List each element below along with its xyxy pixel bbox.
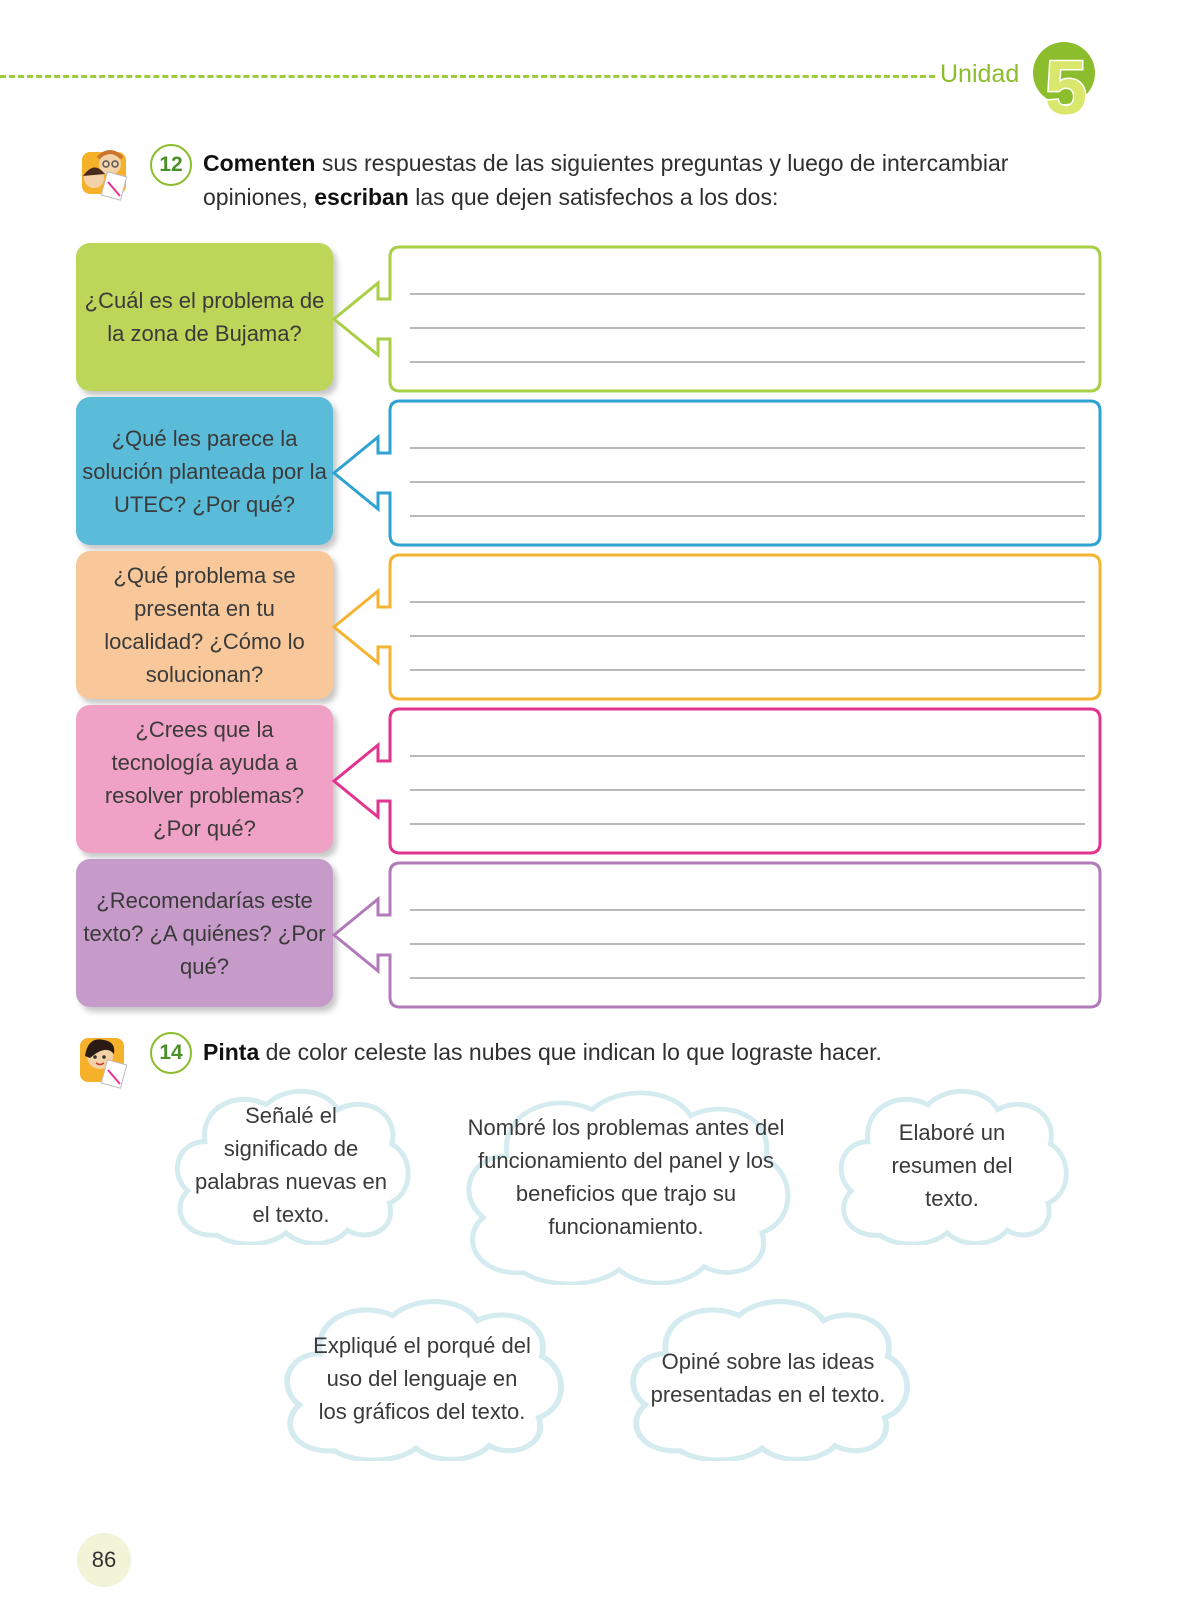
unit-number: 5: [1044, 46, 1088, 121]
unit-badge: [1032, 35, 1104, 121]
instruction-text-2a: opiniones,: [203, 184, 315, 210]
answer-box-5[interactable]: [340, 861, 1102, 1011]
answer-line[interactable]: [410, 789, 1085, 791]
question-text: ¿Recomendarías este texto? ¿A quiénes? ¿Por qué?: [83, 887, 326, 979]
question-box-4: [76, 705, 333, 853]
answer-line[interactable]: [410, 327, 1085, 329]
cloud-text: Expliqué el porqué del uso del lenguaje en los gráficos del texto.: [313, 1332, 531, 1424]
answer-line[interactable]: [410, 481, 1085, 483]
question-text: ¿Qué problema se presenta en tu localidad? ¿Cómo lo solucionan?: [104, 563, 305, 687]
activity-12-instructions: [203, 146, 1093, 214]
students-icon: [74, 142, 134, 202]
question-box-2: [76, 397, 333, 545]
instruction-text: de color celeste las nubes que indican lo que lograste hacer.: [259, 1039, 882, 1065]
cloud-3[interactable]: [832, 1085, 1072, 1245]
answer-line[interactable]: [410, 909, 1085, 911]
answer-box-4[interactable]: [340, 707, 1102, 857]
answer-line[interactable]: [410, 293, 1085, 295]
answer-line[interactable]: [410, 943, 1085, 945]
answer-box-1[interactable]: [340, 245, 1102, 395]
answer-arrow-frame: [340, 245, 1102, 395]
question-box-1: [76, 243, 333, 391]
activity-12-number: 12: [150, 144, 192, 186]
answer-line[interactable]: [410, 669, 1085, 671]
answer-line[interactable]: [410, 977, 1085, 979]
answer-arrow-frame: [340, 553, 1102, 703]
cloud-2[interactable]: [456, 1085, 796, 1285]
question-text: ¿Qué les parece la solución planteada por la UTEC? ¿Por qué?: [82, 425, 327, 517]
cloud-4[interactable]: [276, 1295, 568, 1461]
answer-arrow-frame: [340, 861, 1102, 1011]
answer-box-3[interactable]: [340, 553, 1102, 703]
student-girl-icon: [74, 1030, 134, 1090]
answer-box-2[interactable]: [340, 399, 1102, 549]
cloud-text: Opiné sobre las ideas presentadas en el texto.: [650, 1349, 886, 1407]
answer-line[interactable]: [410, 601, 1085, 603]
header-dashed-line: [0, 75, 935, 78]
answer-line[interactable]: [410, 823, 1085, 825]
cloud-text: Señalé el significado de palabras nuevas en el texto.: [194, 1103, 388, 1227]
answer-line[interactable]: [410, 361, 1085, 363]
page-number: 86: [77, 1533, 131, 1587]
activity-14-number: 14: [150, 1032, 192, 1074]
question-box-3: [76, 551, 333, 699]
question-box-5: [76, 859, 333, 1007]
activity-14-instructions: [203, 1035, 1093, 1069]
answer-line[interactable]: [410, 755, 1085, 757]
question-text: ¿Crees que la tecnología ayuda a resolver problemas? ¿Por qué?: [104, 717, 305, 841]
unit-label: Unidad: [940, 60, 1020, 88]
instruction-text-2b: las que dejen satisfechos a los dos:: [408, 184, 779, 210]
answer-line[interactable]: [410, 635, 1085, 637]
answer-arrow-frame: [340, 707, 1102, 857]
cloud-text: Nombré los problemas antes del funcionamiento del panel y los beneficios que trajo su funcionamiento.: [467, 1115, 785, 1239]
instruction-text-1: sus respuestas de las siguientes preguntas y luego de intercambiar: [315, 150, 1009, 176]
unit-badge-icon: [1032, 35, 1104, 121]
answer-arrow-frame: [340, 399, 1102, 549]
instruction-bold-escriban: escriban: [314, 184, 409, 210]
answer-line[interactable]: [410, 515, 1085, 517]
instruction-bold-pinta: Pinta: [203, 1039, 260, 1065]
question-text: ¿Cuál es el problema de la zona de Bujama?: [84, 288, 325, 346]
instruction-bold-comenten: Comenten: [203, 150, 316, 176]
cloud-1[interactable]: [168, 1085, 414, 1245]
cloud-5[interactable]: [622, 1295, 914, 1461]
cloud-text: Elaboré un resumen del texto.: [891, 1119, 1013, 1211]
answer-line[interactable]: [410, 447, 1085, 449]
